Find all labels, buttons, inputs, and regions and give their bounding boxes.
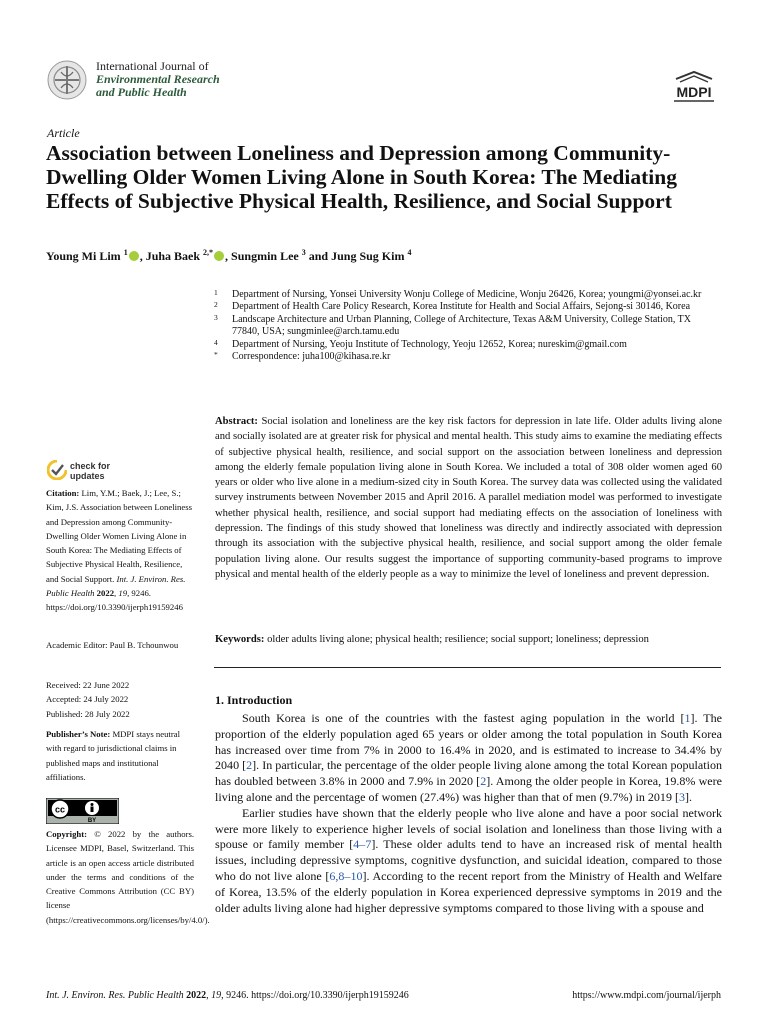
reference-link[interactable]: 2 — [480, 774, 487, 789]
publisher-note-label: Publisher’s Note: — [46, 729, 111, 739]
paragraph-text: ]. These older adults tend to have an increased risk of mental health issues, including depressive symptoms, cognitive dysfunction, and suicidal ideation, compared to those who do not live alone [ — [215, 837, 722, 883]
citation-year: 2022 — [96, 588, 115, 599]
affiliation-item — [214, 339, 714, 351]
paragraph-text: ]. In particular, the percentage of the older people living alone among the total Korean population has doubled between 3.8% in 2000 and 7.9% in 2020 [ — [215, 758, 722, 789]
affiliation-number: 2 — [214, 300, 218, 310]
author-separator: , — [225, 249, 232, 263]
footer-journal: Int. J. Environ. Res. Public Health — [46, 990, 184, 1001]
introduction-body — [215, 711, 722, 916]
affiliation-text: Landscape Architecture and Urban Planning, College of Architecture, Texas A&M University, College Station, TX 77840, USA; sungminlee@arch.tamu.edu — [232, 313, 692, 338]
citation-volume: 19 — [118, 588, 128, 599]
affiliation-number: * — [214, 350, 218, 360]
affiliation-text: Department of Nursing, Yonsei University Wonju College of Medicine, Wonju 26426, Korea; youngmi@yonsei.ac.kr — [232, 289, 702, 300]
reference-link[interactable]: 6,8–10 — [329, 868, 363, 883]
affiliation-item — [214, 314, 714, 339]
paragraph-text: Earlier studies have shown that the elderly people who live alone and have a poor social network were more likely to experience higher levels of social isolation and loneliness than those living with a spouse or family member [ — [215, 805, 722, 852]
date-received: Received: 22 June 2022 — [46, 680, 130, 690]
affiliation-item — [214, 289, 714, 301]
author-separator: and — [305, 249, 332, 263]
keywords — [215, 633, 722, 647]
orcid-icon[interactable] — [214, 251, 224, 261]
author-affiliation-sup: 3 — [301, 248, 306, 257]
reference-link[interactable]: 2 — [246, 758, 253, 773]
article-type: Article — [47, 126, 80, 140]
orcid-icon[interactable] — [129, 251, 139, 261]
keywords-text: older adults living alone; physical health; resilience; social support; loneliness; depression — [267, 634, 649, 645]
affiliation-text: Correspondence: juha100@kihasa.re.kr — [232, 351, 391, 363]
footer-volume: 19 — [211, 990, 222, 1001]
footer-doi[interactable]: , 9246. https://doi.org/10.3390/ijerph19159246 — [221, 990, 409, 1001]
paragraph-text: ]. — [685, 789, 693, 804]
check-updates-line2: updates — [70, 471, 105, 481]
introduction-paragraph-1 — [215, 711, 722, 806]
section-divider — [214, 667, 721, 668]
abstract — [215, 414, 722, 582]
mdpi-logo-text: MDPI — [676, 84, 712, 100]
author-name[interactable]: Sungmin Lee — [231, 249, 299, 263]
publisher-note-text: MDPI stays neutral with regard to jurisdictional claims in published maps and institutional affiliations. — [46, 729, 180, 782]
citation-text: Lim, Y.M.; Baek, J.; Lee, S.; Kim, J.S. Association between Loneliness and Depression among Community-Dwelling Older Women Living Alone in South Korea: The Mediating Effects of Subjective Physical Health, Resilience, and Social Support. — [46, 488, 192, 584]
journal-name-line2: Environmental Research — [96, 72, 220, 86]
publisher-note — [46, 727, 194, 784]
affiliations — [214, 289, 714, 363]
affiliation-item — [214, 351, 714, 363]
affiliation-item — [214, 301, 714, 313]
citation-journal: Int. J. Environ. Res. Public Health — [46, 573, 186, 599]
affiliation-number: 3 — [214, 312, 218, 322]
copyright-text: © 2022 by the authors. Licensee MDPI, Basel, Switzerland. This article is an open access article distributed under the terms and conditions of the Creative Commons Attribution (CC BY) license (https://creativecommons.org/licenses/by/4.0/). — [46, 829, 210, 925]
check-for-updates-button[interactable] — [47, 459, 119, 483]
paragraph-text: ]. Among the older people in Korea, 19.8% were living alone and the percentage of women (27.4%) was higher than that of men (9.7%) in 2019 [ — [215, 774, 722, 804]
author-affiliation-sup: 1 — [123, 248, 128, 257]
footer-citation: Int. J. Environ. Res. Public Health 2022, 19, 9246. https://doi.org/10.3390/ijerph19159246 — [46, 990, 409, 1001]
keywords-label: Keywords: — [215, 634, 265, 645]
journal-name — [96, 60, 220, 99]
reference-link[interactable]: 4–7 — [353, 837, 372, 852]
check-updates-line1: check for — [70, 461, 111, 471]
citation: Citation: Lim, Y.M.; Baek, J.; Lee, S.; Kim, J.S. Association between Loneliness and Depression among Community-Dwelling Older Women Living Alone in South Korea: The Mediating Effects of Subjective Physical Health, Resilience, and Social Support. Int. J. Environ. Res. Public Health 2022, 19, 9246. https://doi.org/10.3390/ijerph19159246 — [46, 488, 192, 613]
date-published: Published: 28 July 2022 — [46, 708, 130, 719]
introduction-paragraph-2 — [215, 806, 722, 917]
journal-logo-icon — [47, 60, 87, 100]
citation-label: Citation: — [46, 488, 80, 498]
footer-journal-url[interactable]: https://www.mdpi.com/journal/ijerph — [572, 990, 721, 1001]
affiliation-text: Department of Health Care Policy Research, Korea Institute for Health and Social Affairs, Sejong-si 30146, Korea — [232, 301, 691, 313]
date-accepted: Accepted: 24 July 2022 — [46, 694, 129, 705]
reference-link[interactable]: 1 — [684, 711, 691, 725]
check-updates-icon — [47, 460, 67, 480]
svg-text:cc: cc — [54, 804, 66, 815]
paragraph-text: ]. According to the recent report from the Ministry of Health and Welfare of Korea, 13.5% of the elderly population in Korea experienced depressive symptoms in 2019 and the older adults living alone had higher depressive symptoms compared to those living with a spouse and — [215, 868, 722, 915]
abstract-text: Social isolation and loneliness are the key risk factors for depression in late life. Older adults living alone and socially isolated are at greater risk for physical and mental health. This study aims to examine the mediating effects of subjective physical health, resilience, and social support on the association between loneliness and depression among the elderly female population living alone in South Korea. We included a total of 308 older women aged 60 years or older who live alone in a medium-sized city in South Korea. The survey data was collected using the validated survey instruments between November 2015 and April 2016. A parallel mediation model was performed to investigate whether physical health, resilience, and social support had mediating effects on the association of loneliness with depression. The findings of this study showed that loneliness was directly and indirectly associated with depression through its association with the subjective physical health, resilience, and social support among the older female population living alone. Our results suggest the importance of supporting community-based programs to improve physical and mental health of the elderly people as a way to minimize the level of loneliness and prevent depression. — [215, 416, 722, 580]
article-title: Association between Loneliness and Depression among Community-Dwelling Older Women Living Alone in South Korea: The Mediating Effects of Subjective Physical Health, Resilience, and Social Support — [46, 141, 677, 213]
author-separator: , — [139, 249, 146, 263]
paragraph-text: ]. The proportion of the elderly population aged 65 years or older among the total population in South Korea has increased over time from 7% in 2000 to 16.4% in 2020, and is estimated to increase to 34.4% by 2040 [ — [215, 711, 722, 773]
section-heading-introduction: 1. Introduction — [215, 693, 293, 707]
academic-editor: Academic Editor: Paul B. Tchounwou — [46, 640, 179, 650]
paragraph-text: South Korea is one of the countries with the fastest aging population in the world [ — [242, 711, 685, 725]
journal-name-line3: and Public Health — [96, 85, 187, 99]
copyright — [46, 827, 210, 927]
author-name[interactable]: Young Mi Lim — [46, 249, 121, 263]
author-list — [46, 248, 411, 264]
copyright-label: Copyright: — [46, 829, 88, 839]
affiliation-number: 4 — [214, 337, 218, 347]
footer-year: 2022 — [186, 990, 207, 1001]
author-affiliation-sup: 2,* — [203, 248, 214, 257]
affiliation-number: 1 — [214, 288, 218, 297]
cc-by-license-icon[interactable] — [46, 798, 119, 824]
citation-doi[interactable]: , 9246. https://doi.org/10.3390/ijerph19159246 — [46, 588, 183, 613]
author-name[interactable]: Juha Baek — [145, 249, 201, 263]
article-dates — [46, 678, 194, 721]
journal-name-line1: International Journal of — [96, 59, 209, 73]
cc-badge-text: BY — [87, 818, 97, 824]
reference-link[interactable]: 3 — [679, 789, 686, 804]
author-affiliation-sup: 4 — [407, 248, 412, 257]
abstract-label: Abstract: — [215, 416, 258, 427]
mdpi-logo-icon — [668, 70, 720, 104]
affiliation-text: Department of Nursing, Yeoju Institute of Technology, Yeoju 12652, Korea; nureskim@gmail.com — [232, 338, 627, 350]
author-name[interactable]: Jung Sug Kim — [331, 249, 405, 263]
